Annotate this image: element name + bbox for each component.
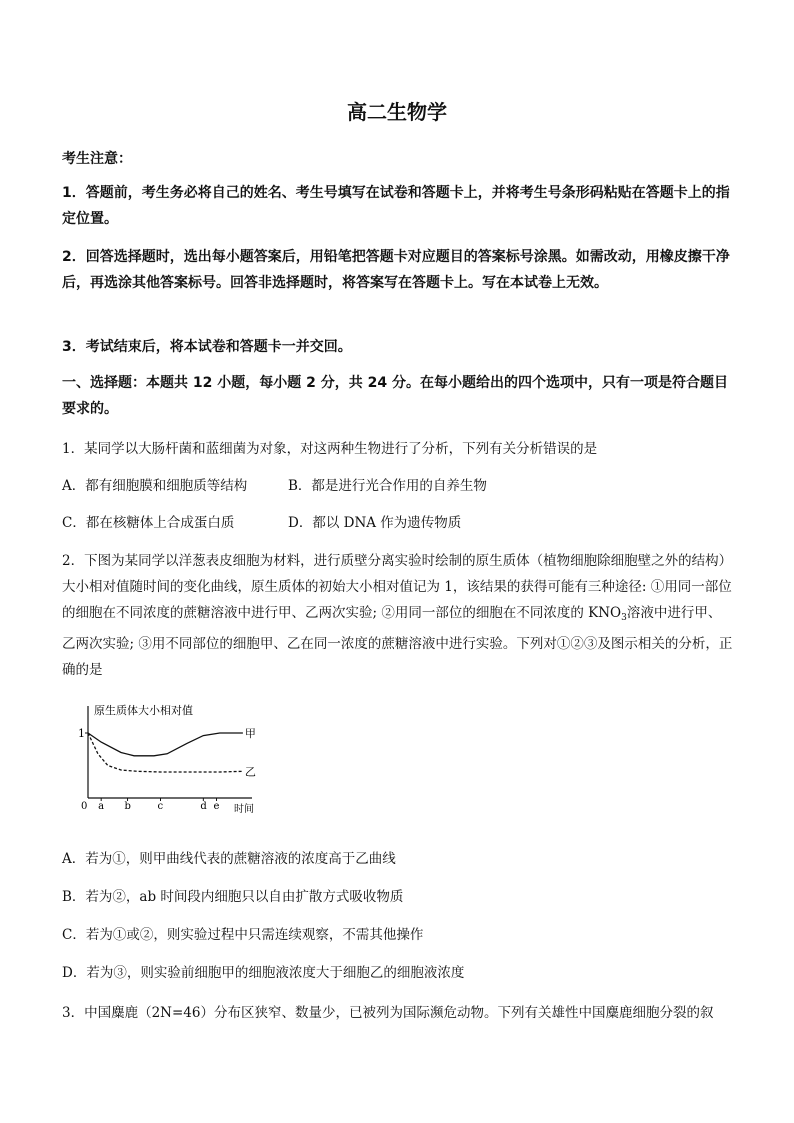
q2-option-b: B．若为②，ab 时间段内细胞只以自由扩散方式吸收物质 (62, 889, 404, 905)
page-title: 高二生物学 (347, 100, 447, 124)
q2-option-c: C．若为①或②，则实验过程中只需连续观察，不需其他操作 (62, 927, 424, 943)
x-tick-label-c: c (157, 801, 164, 812)
x-tick-label-e: e (213, 801, 220, 812)
q1-option-b: B．都是进行光合作用的自养生物 (288, 478, 487, 494)
q1-option-d: D．都以 DNA 作为遗传物质 (288, 515, 462, 531)
q2-option-a: A．若为①，则甲曲线代表的蔗糖溶液的浓度高于乙曲线 (62, 851, 396, 867)
q1-stem: 1．某同学以大肠杆菌和蓝细菌为对象，对这两种生物进行了分析，下列有关分析错误的是 (62, 441, 598, 457)
q2-option-d: D．若为③，则实验前细胞甲的细胞液浓度大于细胞乙的细胞液浓度 (62, 965, 465, 981)
y-tick-label: 1 (78, 727, 85, 740)
notice-item-1: 1．答题前，考生务必将自己的姓名、考生号填写在试卷和答题卡上，并将考生号条形码粘贴在答题卡上的指定位置。 (62, 185, 730, 227)
series-label-1: 甲 (244, 727, 256, 740)
q2-stem-subscript: 3 (621, 613, 627, 623)
q1-option-c: C．都在核糖体上合成蛋白质 (62, 515, 235, 531)
notice-heading: 考生注意： (62, 151, 132, 167)
q2-stem-part1: 2．下图为某同学以洋葱表皮细胞为材料，进行质壁分离实验时绘制的原生质体（植物细胞除细胞壁之外的结构）大小相对值随时间的变化曲线，原生质体的初始大小相对值记为 1，该结果的获得可能有三种途径: ①用同一部位的细胞在不同浓度的蔗糖溶液中进行甲、乙两次实验; ②用同一部位的细胞在不同浓度的 KNO (62, 553, 733, 621)
x-tick-label-0: 0 (81, 801, 88, 812)
notice-item-3: 3．考试结束后，将本试卷和答题卡一并交回。 (62, 339, 352, 355)
q3-stem: 3．中国麋鹿（2N=46）分布区狭窄、数量少，已被列为国际濒危动物。下列有关雄性中国麋鹿细胞分裂的叙 (62, 1005, 714, 1021)
protoplast-size-chart (76, 700, 276, 818)
q2-stem-part2: 溶液中进行甲、乙两次实验; ③用不同部位的细胞甲、乙在同一浓度的蔗糖溶液中进行实验。下列对①②③及图示相关的分析，正确的是 (62, 605, 733, 678)
x-tick-label-a: a (98, 801, 105, 812)
section-heading: 一、选择题：本题共 12 小题，每小题 2 分，共 24 分。在每小题给出的四个选项中，只有一项是符合题目要求的。 (62, 375, 728, 417)
series-line-2 (88, 733, 243, 772)
q1-option-a: A．都有细胞膜和细胞质等结构 (62, 478, 248, 494)
notice-item-2: 2．回答选择题时，选出每小题答案后，用铅笔把答题卡对应题目的答案标号涂黑。如需改动，用橡皮擦干净后，再选涂其他答案标号。回答非选择题时，将答案写在答题卡上。写在本试卷上无效。 (62, 249, 730, 291)
x-tick-label-b: b (124, 801, 131, 812)
series-label-2: 乙 (244, 765, 256, 779)
q2-stem (62, 548, 734, 683)
x-tick-label-d: d (200, 801, 207, 812)
x-axis-label: 时间 (234, 804, 254, 815)
series-line-1 (88, 733, 243, 756)
y-axis-label: 原生质体大小相对值 (94, 704, 193, 717)
